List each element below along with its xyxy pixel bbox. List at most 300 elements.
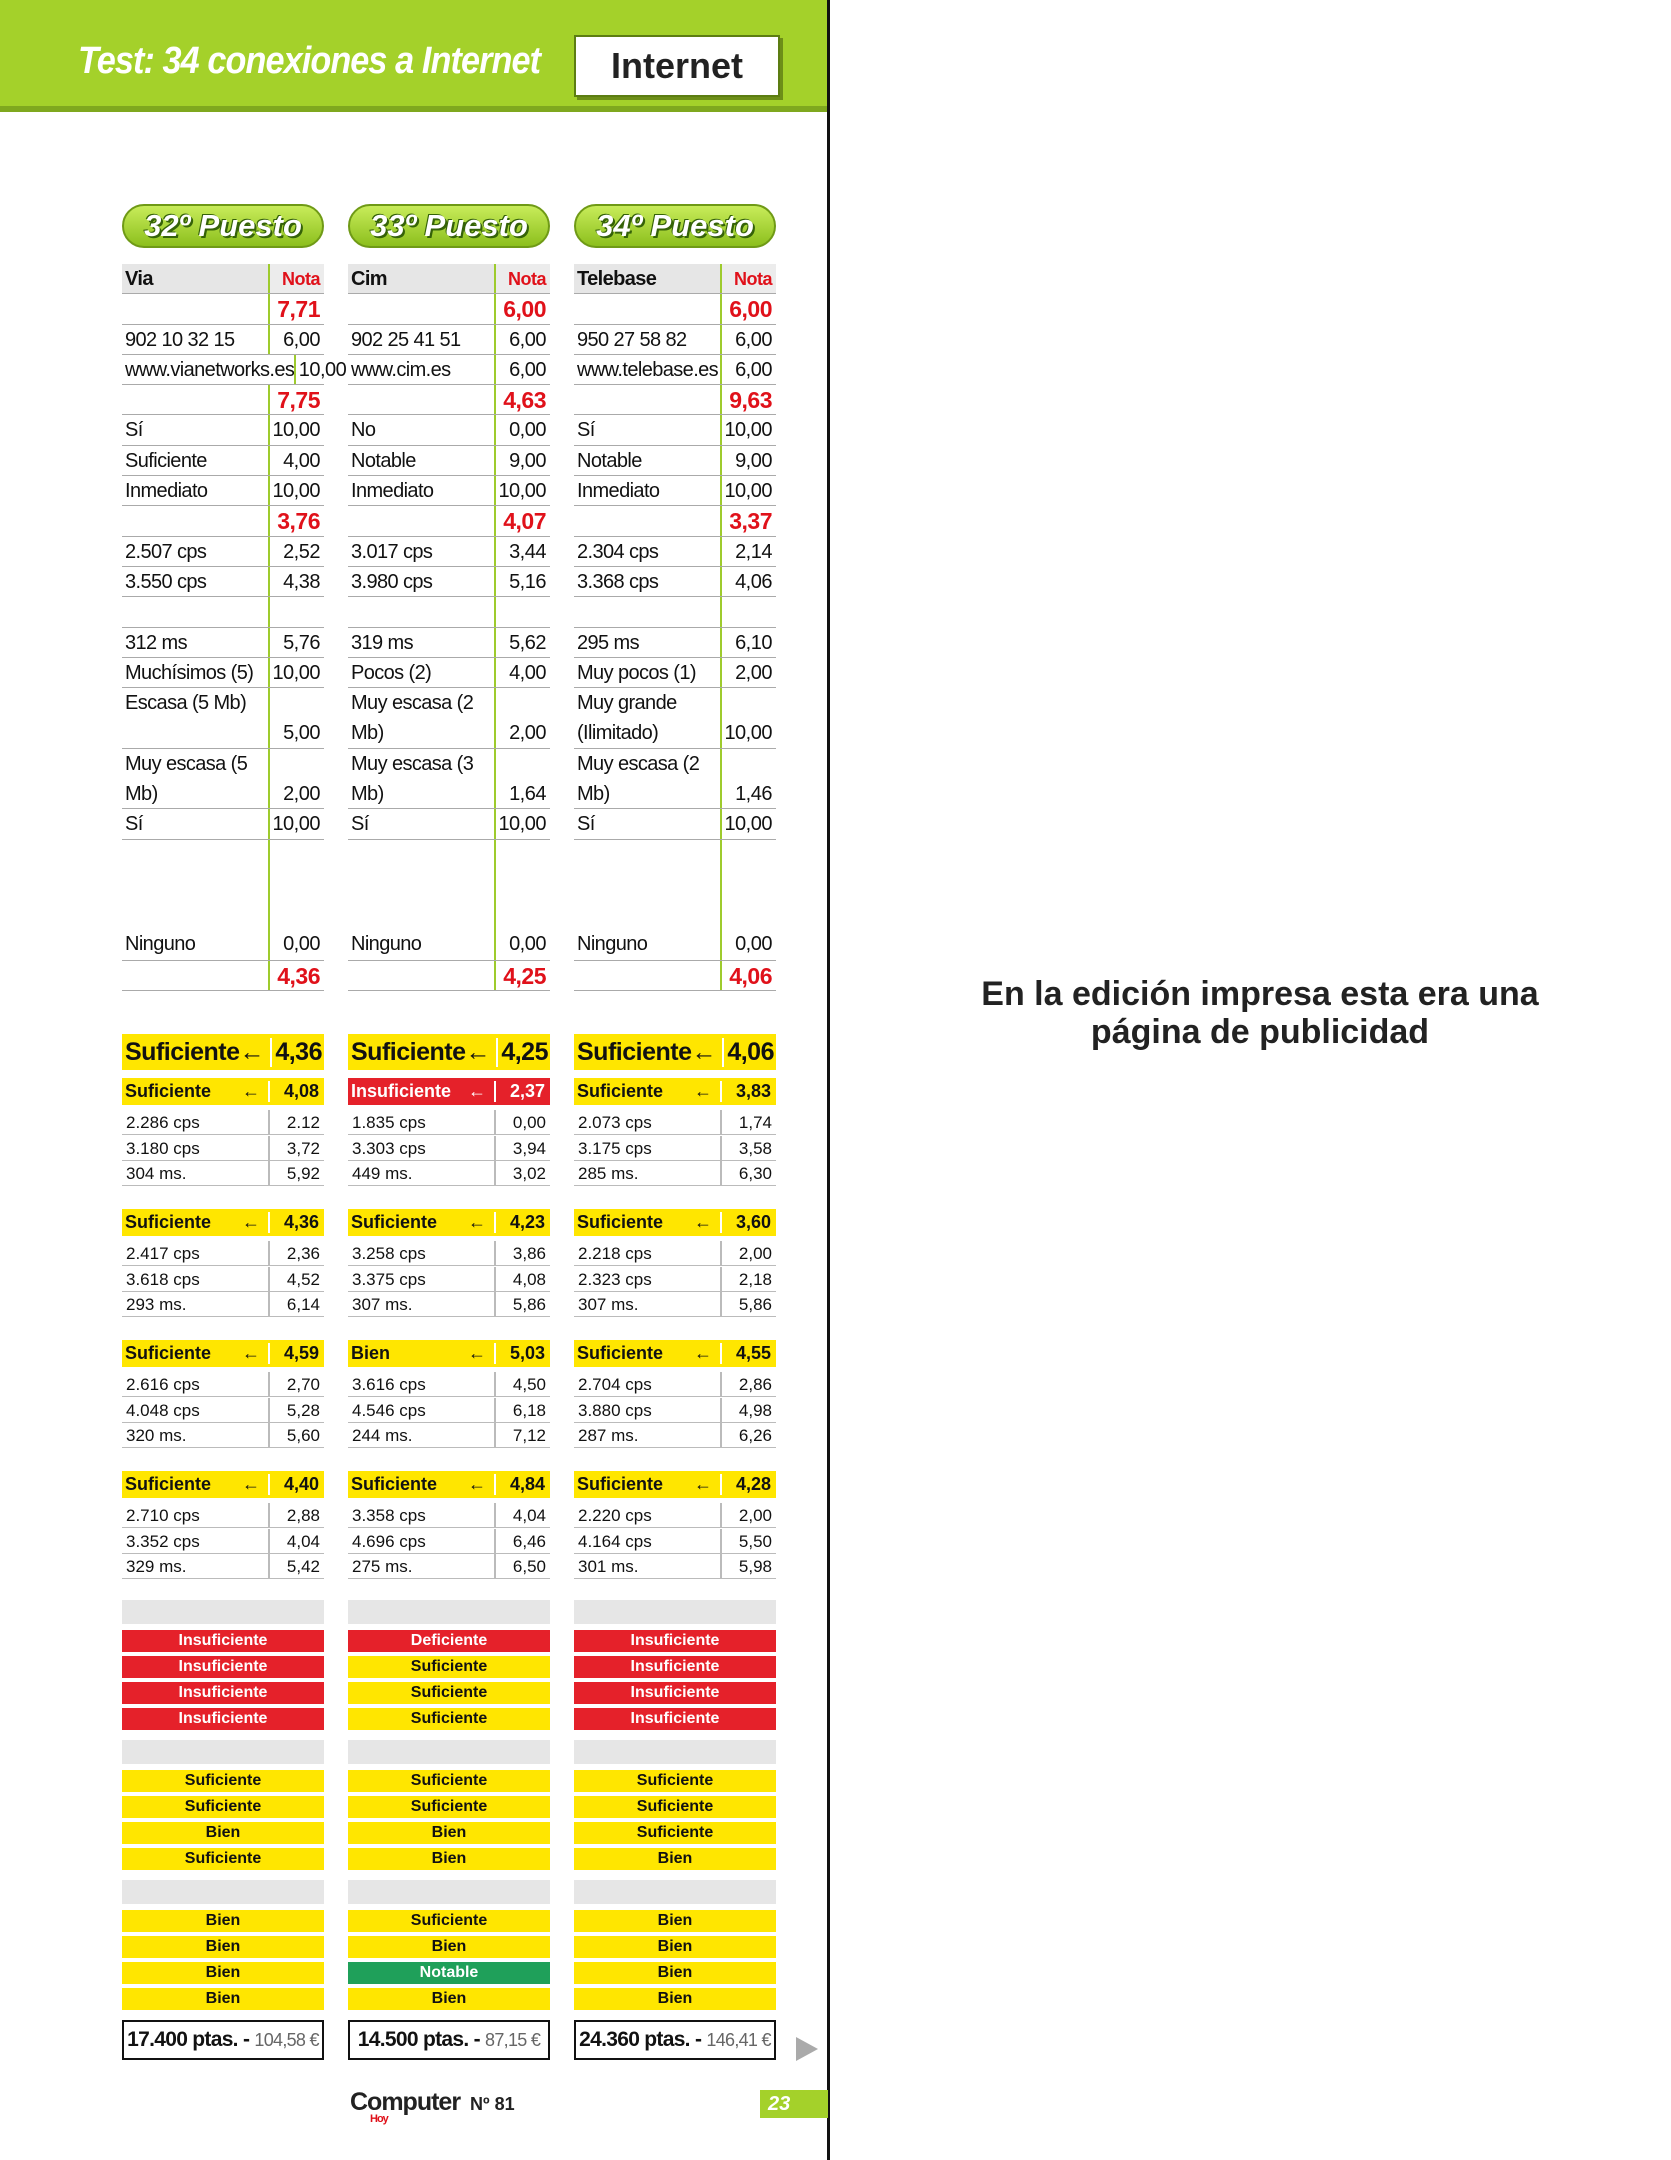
test-measure-row <box>122 1267 324 1292</box>
price-box <box>348 2020 550 2060</box>
row-label: Muy pocos (1) <box>577 661 696 684</box>
verdict-text: Suficiente <box>577 1037 692 1066</box>
row-value: 3,44 <box>494 537 550 566</box>
test-result-text: Suficiente <box>577 1081 664 1101</box>
test-result-text: Insuficiente <box>351 1081 452 1101</box>
row-value: 2,52 <box>268 537 324 566</box>
test-measure-row <box>574 1161 776 1186</box>
price-box <box>574 2020 776 2060</box>
subtotal-row <box>122 294 324 324</box>
score-row <box>122 658 324 688</box>
row-label: 3.980 cps <box>351 570 433 593</box>
rating-badge: Insuficiente <box>574 1682 776 1704</box>
row-value: 4,07 <box>494 506 550 535</box>
measure-value: 5,86 <box>494 1292 550 1316</box>
measure-value: 4,50 <box>494 1372 550 1396</box>
test-result-header <box>122 1471 324 1498</box>
test-measure-row <box>122 1423 324 1448</box>
arrow-left-icon: ← <box>694 1474 712 1494</box>
test-result-text: Suficiente <box>125 1212 212 1232</box>
row-label: Sí <box>577 813 595 836</box>
rank-badge: 32º Puesto <box>122 204 324 248</box>
measure-value: 6,18 <box>494 1398 550 1422</box>
measure-label: 3.375 cps <box>352 1269 426 1289</box>
rating-badge: Suficiente <box>348 1770 550 1792</box>
row-label <box>348 961 494 990</box>
row-label: Notable <box>351 449 416 472</box>
rating-group-bar <box>122 1880 324 1904</box>
test-measure-row <box>122 1136 324 1161</box>
rank-badge: 33º Puesto <box>348 204 550 248</box>
magazine-name: Computer <box>350 2088 461 2116</box>
measure-value: 4,52 <box>268 1267 324 1291</box>
test-measure-row <box>574 1372 776 1397</box>
row-value: 6,00 <box>494 294 550 323</box>
rating-badge: Insuficiente <box>574 1630 776 1652</box>
score-row <box>574 658 776 688</box>
subtotal-row <box>348 961 550 991</box>
arrow-left-icon: ← <box>239 1037 264 1066</box>
score-row <box>122 840 324 961</box>
rating-group-bar <box>122 1600 324 1624</box>
measure-label: 307 ms. <box>578 1295 639 1314</box>
measure-label: 3.180 cps <box>126 1138 200 1158</box>
measure-value: 4,04 <box>494 1503 550 1527</box>
arrow-left-icon: ← <box>468 1343 486 1363</box>
test-measure-row <box>574 1267 776 1292</box>
verdict-text: Suficiente <box>125 1037 240 1066</box>
measure-label: 4.546 cps <box>352 1400 426 1420</box>
price-ptas: 17.400 ptas. - <box>127 2028 255 2051</box>
score-row <box>122 597 324 627</box>
measure-label: 2.616 cps <box>126 1375 200 1394</box>
score-row <box>348 597 550 627</box>
measure-label: 293 ms. <box>126 1295 187 1314</box>
score-row <box>122 325 324 355</box>
rating-badge: Suficiente <box>348 1796 550 1818</box>
measure-value: 4,98 <box>720 1398 776 1422</box>
measure-label: 3.358 cps <box>352 1506 426 1525</box>
row-value: 6,00 <box>268 325 324 354</box>
row-value: 4,36 <box>268 961 324 990</box>
rating-badge: Insuficiente <box>122 1682 324 1704</box>
row-label <box>574 597 720 626</box>
subtotal-row <box>574 294 776 324</box>
measure-value: 5,28 <box>268 1398 324 1422</box>
subtotal-row <box>348 294 550 324</box>
score-row <box>122 446 324 476</box>
test-result-label <box>574 1474 720 1495</box>
subtotal-row <box>574 961 776 991</box>
row-value: 4,06 <box>720 961 776 990</box>
rating-badge: Insuficiente <box>122 1630 324 1652</box>
row-value: 4,38 <box>268 567 324 596</box>
test-measure-row <box>348 1372 550 1397</box>
rating-badge: Insuficiente <box>574 1656 776 1678</box>
measure-value: 5,92 <box>268 1161 324 1185</box>
score-row <box>348 840 550 961</box>
score-row <box>348 325 550 355</box>
measure-label: 2.220 cps <box>578 1506 652 1525</box>
section-label: Internet <box>574 35 780 97</box>
rating-badge: Suficiente <box>348 1656 550 1678</box>
test-result-score: 5,03 <box>494 1343 550 1364</box>
verdict-label <box>574 1038 722 1067</box>
page-divider <box>827 0 830 2160</box>
row-value: 10,00 <box>268 809 324 838</box>
test-result-text: Suficiente <box>125 1474 212 1494</box>
verdict-label <box>348 1038 496 1067</box>
measure-label: 3.616 cps <box>352 1375 426 1394</box>
test-measure-row <box>574 1529 776 1554</box>
row-value: 10,00 <box>268 476 324 505</box>
measure-value: 3,72 <box>268 1136 324 1160</box>
provider-header <box>348 264 550 294</box>
test-result-label <box>122 1474 268 1495</box>
test-result-label <box>574 1081 720 1102</box>
ad-placeholder-text: En la edición impresa esta era una página de publicidad <box>981 975 1539 1051</box>
measure-label: 3.258 cps <box>352 1244 426 1263</box>
measure-value: 3,94 <box>494 1136 550 1160</box>
rating-group-bar <box>122 1740 324 1764</box>
rating-badge: Suficiente <box>348 1682 550 1704</box>
test-measure-row <box>348 1398 550 1423</box>
row-value: 6,00 <box>494 325 550 354</box>
test-measure-row <box>348 1110 550 1135</box>
score-row <box>348 567 550 597</box>
row-label: www.vianetworks.es <box>125 358 295 381</box>
measure-value: 2,70 <box>268 1372 324 1396</box>
rating-badge: Bien <box>122 1988 324 2010</box>
score-row <box>348 537 550 567</box>
test-measure-row <box>122 1398 324 1423</box>
test-measure-row <box>348 1292 550 1317</box>
arrow-left-icon: ← <box>694 1081 712 1101</box>
score-row <box>348 809 550 839</box>
test-result-score: 2,37 <box>494 1081 550 1102</box>
score-row <box>574 476 776 506</box>
test-result-score: 3,60 <box>720 1212 776 1233</box>
test-result-label <box>348 1474 494 1495</box>
score-rows <box>348 264 550 991</box>
test-result-header <box>574 1209 776 1236</box>
row-value: 4,63 <box>494 385 550 414</box>
row-label: 950 27 58 82 <box>577 328 687 351</box>
row-label: Suficiente <box>125 449 207 472</box>
test-measure-row <box>348 1241 550 1266</box>
test-result-score: 4,59 <box>268 1343 324 1364</box>
rating-badge: Suficiente <box>122 1770 324 1792</box>
row-label: 2.507 cps <box>125 540 207 563</box>
measure-value: 5,50 <box>720 1529 776 1553</box>
measure-label: 2.710 cps <box>126 1506 200 1525</box>
row-label: 312 ms <box>125 631 187 654</box>
price-ptas: 24.360 ptas. - <box>579 2028 707 2051</box>
rating-badge: Bien <box>122 1962 324 1984</box>
measure-value: 6,46 <box>494 1529 550 1553</box>
measure-label: 2.218 cps <box>578 1244 652 1263</box>
row-label: Pocos (2) <box>351 661 432 684</box>
rating-badge: Bien <box>122 1910 324 1932</box>
test-result-header <box>122 1078 324 1105</box>
row-label <box>348 597 494 626</box>
test-measure-row <box>348 1554 550 1579</box>
row-value: 2,00 <box>268 749 324 809</box>
measure-label: 4.048 cps <box>126 1400 200 1420</box>
row-label: Sí <box>351 813 369 836</box>
measure-label: 275 ms. <box>352 1557 413 1576</box>
arrow-left-icon: ← <box>694 1212 712 1232</box>
row-value: 1,46 <box>720 749 776 809</box>
score-row <box>574 749 776 810</box>
page-title: Test: 34 conexiones a Internet <box>78 40 541 82</box>
rating-badge: Suficiente <box>348 1910 550 1932</box>
row-value: 6,00 <box>720 355 776 384</box>
measure-label: 307 ms. <box>352 1295 413 1314</box>
rating-badge: Insuficiente <box>122 1708 324 1730</box>
test-result-text: Bien <box>351 1343 391 1363</box>
score-row <box>348 628 550 658</box>
row-label: Ninguno <box>351 932 422 955</box>
test-measure-row <box>122 1554 324 1579</box>
rating-group-bar <box>348 1880 550 1904</box>
row-label <box>348 385 494 414</box>
measure-label: 2.073 cps <box>578 1113 652 1132</box>
provider-name: Cim <box>351 268 387 290</box>
rating-badge: Bien <box>348 1936 550 1958</box>
score-row <box>122 537 324 567</box>
rating-badge: Bien <box>574 1910 776 1932</box>
row-value: 5,62 <box>494 628 550 657</box>
row-label: Muy grande (Ilimitado) <box>577 692 677 745</box>
score-row <box>348 476 550 506</box>
subtotal-row <box>122 385 324 415</box>
measure-label: 301 ms. <box>578 1557 639 1576</box>
score-row <box>348 688 550 749</box>
measure-value: 3,58 <box>720 1136 776 1160</box>
rating-badge: Insuficiente <box>574 1708 776 1730</box>
row-value: 10,00 <box>268 658 324 687</box>
subtotal-row <box>122 506 324 536</box>
price-eur: 146,41 € <box>706 2030 771 2050</box>
row-value: 10,00 <box>494 476 550 505</box>
price-ptas: 14.500 ptas. - <box>357 2028 486 2051</box>
measure-value: 1,74 <box>720 1110 776 1134</box>
measure-value: 2,36 <box>268 1241 324 1265</box>
arrow-left-icon: ← <box>468 1474 486 1494</box>
test-result-header <box>348 1209 550 1236</box>
arrow-left-icon: ← <box>465 1037 490 1066</box>
overall-verdict <box>348 1034 550 1070</box>
score-rows <box>574 264 776 991</box>
score-row <box>348 355 550 385</box>
row-label: Ninguno <box>125 932 196 955</box>
measure-value: 5,60 <box>268 1423 324 1447</box>
rating-badge: Insuficiente <box>122 1656 324 1678</box>
test-result-score: 3,83 <box>720 1081 776 1102</box>
row-label: 2.304 cps <box>577 540 659 563</box>
measure-label: 3.880 cps <box>578 1400 652 1420</box>
measure-value: 4,04 <box>268 1529 324 1553</box>
measure-label: 3.618 cps <box>126 1269 200 1289</box>
price-eur: 87,15 € <box>485 2030 541 2050</box>
subtotal-row <box>574 385 776 415</box>
test-result-header <box>122 1209 324 1236</box>
next-page-arrow-icon <box>796 2037 818 2061</box>
row-value: 10,00 <box>720 415 776 444</box>
nota-label: Nota <box>720 264 776 293</box>
score-row <box>574 415 776 445</box>
row-label: www.cim.es <box>351 358 451 381</box>
score-row <box>122 567 324 597</box>
score-row <box>574 840 776 961</box>
test-result-header <box>574 1340 776 1367</box>
measure-value: 0,00 <box>494 1110 550 1134</box>
score-row <box>122 628 324 658</box>
test-result-score: 4,55 <box>720 1343 776 1364</box>
magazine-logo <box>350 2088 460 2125</box>
score-row <box>574 446 776 476</box>
test-result-label <box>574 1343 720 1364</box>
row-label: 902 25 41 51 <box>351 328 461 351</box>
arrow-left-icon: ← <box>468 1212 486 1232</box>
test-measure-row <box>348 1136 550 1161</box>
test-measure-row <box>574 1241 776 1266</box>
rating-badge: Bien <box>574 1988 776 2010</box>
rating-badge: Bien <box>122 1936 324 1958</box>
row-label <box>574 294 720 323</box>
row-label <box>348 506 494 535</box>
subtotal-row <box>348 506 550 536</box>
row-label: Muy escasa (3 Mb) <box>351 752 474 805</box>
test-result-score: 4,84 <box>494 1474 550 1495</box>
measure-value: 5,86 <box>720 1292 776 1316</box>
row-label <box>122 506 268 535</box>
measure-value: 7,12 <box>494 1423 550 1447</box>
row-value: 4,00 <box>268 446 324 475</box>
rating-badge: Bien <box>574 1936 776 1958</box>
rating-badge: Suficiente <box>574 1822 776 1844</box>
rating-badge: Bien <box>574 1848 776 1870</box>
score-row <box>122 355 347 385</box>
arrow-left-icon: ← <box>691 1037 716 1066</box>
measure-value: 6,30 <box>720 1161 776 1185</box>
subtotal-row <box>348 385 550 415</box>
row-value: 0,00 <box>268 840 324 960</box>
test-result-header <box>348 1078 550 1105</box>
rating-badge: Bien <box>122 1822 324 1844</box>
row-value <box>494 597 550 626</box>
measure-value: 6,50 <box>494 1554 550 1578</box>
row-value: 4,00 <box>494 658 550 687</box>
test-result-score: 4,28 <box>720 1474 776 1495</box>
rating-badge: Bien <box>348 1822 550 1844</box>
test-result-score: 4,23 <box>494 1212 550 1233</box>
score-row <box>574 325 776 355</box>
row-value: 7,71 <box>268 294 324 323</box>
overall-verdict <box>122 1034 324 1070</box>
row-value: 9,00 <box>494 446 550 475</box>
test-result-text: Suficiente <box>351 1474 438 1494</box>
score-row <box>122 749 324 810</box>
row-label: Escasa (5 Mb) <box>125 692 247 715</box>
test-result-text: Suficiente <box>351 1212 438 1232</box>
measure-value: 3,86 <box>494 1241 550 1265</box>
row-label: 902 10 32 15 <box>125 328 235 351</box>
test-result-header <box>122 1340 324 1367</box>
test-measure-row <box>348 1503 550 1528</box>
measure-value: 6,14 <box>268 1292 324 1316</box>
score-row <box>574 688 776 749</box>
test-result-header <box>574 1471 776 1498</box>
row-value: 6,00 <box>494 355 550 384</box>
rating-group-bar <box>574 1600 776 1624</box>
test-measure-row <box>122 1529 324 1554</box>
row-label: Inmediato <box>577 480 660 503</box>
rating-badge: Bien <box>574 1962 776 1984</box>
row-label <box>122 597 268 626</box>
test-measure-row <box>574 1503 776 1528</box>
row-label: Sí <box>577 419 595 442</box>
test-result-score: 4,08 <box>268 1081 324 1102</box>
measure-label: 3.303 cps <box>352 1138 426 1158</box>
row-label <box>574 506 720 535</box>
test-measure-row <box>122 1110 324 1135</box>
row-value: 3,76 <box>268 506 324 535</box>
score-row <box>122 809 324 839</box>
provider-name: Telebase <box>577 268 657 290</box>
test-result-label <box>122 1081 268 1102</box>
row-value: 3,37 <box>720 506 776 535</box>
row-label: 3.017 cps <box>351 540 433 563</box>
row-label <box>348 294 494 323</box>
rating-group-bar <box>574 1880 776 1904</box>
test-measure-row <box>574 1423 776 1448</box>
arrow-left-icon: ← <box>242 1081 260 1101</box>
row-value: 10,00 <box>268 415 324 444</box>
row-label <box>122 961 268 990</box>
measure-value: 2,18 <box>720 1267 776 1291</box>
rating-badge: Bien <box>348 1988 550 2010</box>
row-value: 2,00 <box>494 688 550 748</box>
test-result-label <box>348 1343 494 1364</box>
arrow-left-icon: ← <box>468 1081 486 1101</box>
measure-value: 5,98 <box>720 1554 776 1578</box>
measure-value: 2,86 <box>720 1372 776 1396</box>
measure-label: 4.696 cps <box>352 1531 426 1551</box>
measure-label: 2.286 cps <box>126 1113 200 1132</box>
row-value <box>720 597 776 626</box>
row-label: Inmediato <box>125 480 208 503</box>
score-row <box>348 658 550 688</box>
rank-badge: 34º Puesto <box>574 204 776 248</box>
test-measure-row <box>574 1292 776 1317</box>
measure-value: 2,88 <box>268 1503 324 1527</box>
verdict-score: 4,06 <box>722 1038 778 1067</box>
row-label <box>574 385 720 414</box>
test-measure-row <box>574 1136 776 1161</box>
row-value: 7,75 <box>268 385 324 414</box>
row-label: Inmediato <box>351 480 434 503</box>
score-row <box>574 628 776 658</box>
test-result-score: 4,40 <box>268 1474 324 1495</box>
test-result-label <box>348 1212 494 1233</box>
subtotal-row <box>574 506 776 536</box>
score-rows <box>122 264 347 991</box>
test-measure-row <box>122 1372 324 1397</box>
measure-label: 2.704 cps <box>578 1375 652 1394</box>
row-value: 4,06 <box>720 567 776 596</box>
